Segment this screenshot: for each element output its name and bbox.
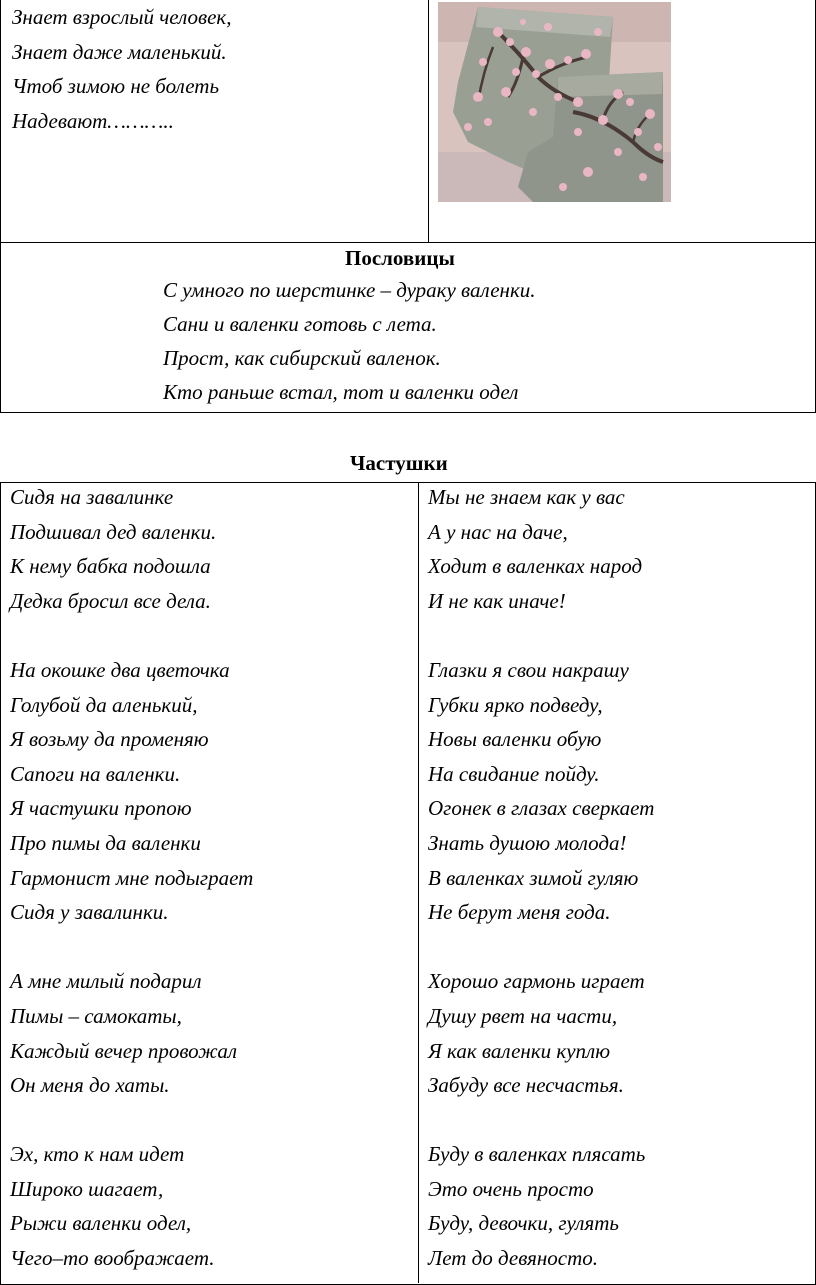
proverb-line: Прост, как сибирский валенок.	[163, 346, 441, 370]
verse-line: Эх, кто к нам идет	[10, 1142, 185, 1167]
verse-line: Сидя у завалинки.	[10, 900, 169, 925]
verse-line: На окошке два цветочка	[10, 657, 230, 682]
verse-line: Пимы – самокаты,	[10, 1003, 182, 1028]
felt-boots-image	[438, 2, 671, 202]
verse-line: Голубой да аленький,	[10, 692, 198, 717]
proverbs-list	[163, 273, 536, 409]
verse-line: Я возьму да променяю	[10, 727, 209, 752]
felt-boots-illustration	[438, 2, 671, 202]
verse-line: Это очень просто	[428, 1176, 594, 1201]
verse-line: К нему бабка подошла	[10, 554, 211, 579]
verse-line: Губки ярко подведу,	[428, 692, 603, 717]
verse-line: Знать душою молода!	[428, 830, 627, 855]
verse-line: Дедка бросил все дела.	[10, 588, 211, 613]
verse-line: Я частушки пропою	[10, 796, 192, 821]
verse-line: Каждый вечер провожал	[10, 1038, 238, 1063]
verse-line: Сидя на завалинке	[10, 485, 174, 509]
stanza	[10, 964, 253, 1102]
verse-line: Широко шагает,	[10, 1176, 164, 1201]
chastushki-divider	[418, 482, 419, 1283]
verse-line: Хорошо гармонь играет	[428, 969, 645, 994]
verse-line: Мы не знаем как у вас	[428, 485, 625, 509]
verse-line: Новы валенки обую	[428, 727, 602, 752]
verse-line: Буду в валенках плясать	[428, 1142, 646, 1167]
verse-line: Чего–то воображает.	[10, 1246, 215, 1271]
verse-line: Душу рвет на части,	[428, 1003, 618, 1028]
verse-line: Про пимы да валенки	[10, 830, 201, 855]
verse-line: Глазки я свои накрашу	[428, 657, 629, 682]
proverb-line: С умного по шерстинке – дураку валенки.	[163, 278, 536, 302]
stanza	[428, 964, 654, 1102]
verse-line: И не как иначе!	[428, 588, 566, 613]
riddle-line: Знает взрослый человек,	[12, 5, 232, 29]
riddle-table-divider	[428, 0, 429, 242]
stanza	[428, 653, 654, 930]
proverb-line: Кто раньше встал, тот и валенки одел	[163, 380, 519, 404]
chastushki-right-column	[428, 480, 654, 1276]
verse-line: А мне милый подарил	[10, 969, 202, 994]
proverbs-title: Пословицы	[345, 246, 455, 270]
stanza	[10, 1137, 253, 1275]
verse-line: На свидание пойду.	[428, 761, 600, 786]
stanza	[10, 480, 253, 618]
chastushki-left-column	[10, 480, 253, 1276]
verse-line: Ходит в валенках народ	[428, 554, 643, 579]
stanza	[10, 653, 253, 930]
verse-line: Рыжи валенки одел,	[10, 1211, 192, 1236]
verse-line: Забуду все несчастья.	[428, 1073, 624, 1098]
stanza	[428, 1137, 654, 1275]
riddle-line: Чтоб зимою не болеть	[12, 74, 220, 98]
stanza	[428, 480, 654, 618]
riddle-line: Знает даже маленький.	[12, 39, 227, 64]
verse-line: Не берут меня года.	[428, 900, 611, 925]
verse-line: Сапоги на валенки.	[10, 761, 181, 786]
verse-line: В валенках зимой гуляю	[428, 865, 639, 890]
riddle-line: Надевают………..	[12, 108, 174, 133]
verse-line: А у нас на даче,	[428, 519, 568, 544]
verse-line: Буду, девочки, гулять	[428, 1211, 619, 1236]
chastushki-title: Частушки	[350, 451, 448, 475]
verse-line: Подшивал дед валенки.	[10, 519, 217, 544]
verse-line: Лет до девяносто.	[428, 1246, 599, 1271]
verse-line: Я как валенки куплю	[428, 1038, 610, 1063]
verse-line: Он меня до хаты.	[10, 1073, 170, 1098]
verse-line: Огонек в глазах сверкает	[428, 796, 655, 821]
riddle-text	[12, 0, 232, 138]
proverb-line: Сани и валенки готовь с лета.	[163, 312, 437, 336]
verse-line: Гармонист мне подыграет	[10, 865, 254, 890]
